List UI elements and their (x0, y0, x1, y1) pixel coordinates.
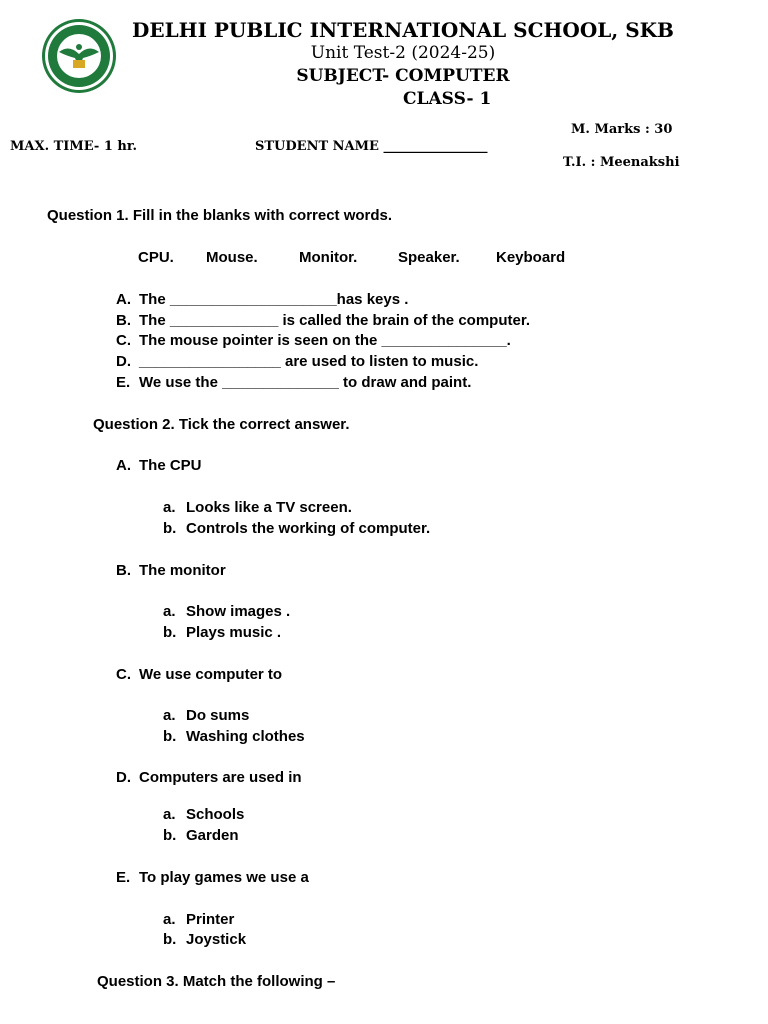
mcq-option: Do sums (186, 707, 250, 724)
option-marker: b. (163, 520, 177, 537)
list-marker: A. (116, 291, 131, 308)
school-name: DELHI PUBLIC INTERNATIONAL SCHOOL, SKB (132, 18, 674, 42)
list-item: The ____________________has keys . (139, 291, 409, 308)
question-1-heading: Question 1. Fill in the blanks with correct words. (47, 207, 393, 224)
mcq-question: The monitor (139, 562, 226, 579)
mcq-option: Washing clothes (186, 728, 305, 745)
class-label: CLASS- 1 (403, 89, 492, 109)
mcq-question: To play games we use a (139, 869, 309, 886)
mcq-option: Show images . (186, 603, 291, 620)
mcq-option: Looks like a TV screen. (186, 499, 352, 516)
option-marker: b. (163, 827, 177, 844)
list-marker: A. (116, 457, 131, 474)
mcq-option: Schools (186, 806, 245, 823)
max-marks: M. Marks : 30 (571, 122, 673, 137)
mcq-question: The CPU (139, 457, 202, 474)
option-marker: a. (163, 603, 176, 620)
option-marker: a. (163, 707, 176, 724)
list-marker: E. (116, 869, 131, 886)
list-item: The _____________ is called the brain of the computer. (139, 312, 531, 329)
list-marker: C. (116, 666, 131, 683)
word-bank-item: Mouse. (206, 249, 258, 266)
mcq-option: Plays music . (186, 624, 282, 641)
list-marker: D. (116, 353, 131, 370)
word-bank-item: Keyboard (496, 249, 566, 266)
option-marker: b. (163, 728, 177, 745)
mcq-option: Controls the working of computer. (186, 520, 431, 537)
list-marker: E. (116, 374, 131, 391)
mcq-option: Garden (186, 827, 239, 844)
word-bank-item: Monitor. (299, 249, 358, 266)
student-name-field: STUDENT NAME ________________ (255, 139, 488, 154)
word-bank-item: CPU. (138, 249, 174, 266)
list-item: _________________ are used to listen to music. (139, 353, 479, 370)
list-item: We use the ______________ to draw and paint. (139, 374, 472, 391)
mcq-question: We use computer to (139, 666, 283, 683)
list-marker: C. (116, 332, 131, 349)
teacher-name: T.I. : Meenakshi (563, 155, 680, 170)
question-3-heading: Question 3. Match the following – (97, 973, 336, 990)
list-marker: B. (116, 562, 131, 579)
mcq-question: Computers are used in (139, 769, 302, 786)
option-marker: a. (163, 499, 176, 516)
list-marker: D. (116, 769, 131, 786)
subject: SUBJECT- COMPUTER (296, 66, 510, 86)
option-marker: a. (163, 911, 176, 928)
word-bank-item: Speaker. (398, 249, 460, 266)
option-marker: b. (163, 624, 177, 641)
list-marker: B. (116, 312, 131, 329)
mcq-option: Joystick (186, 931, 247, 948)
question-2-heading: Question 2. Tick the correct answer. (93, 416, 350, 433)
mcq-option: Printer (186, 911, 235, 928)
list-item: The mouse pointer is seen on the _______________. (139, 332, 511, 349)
max-time: MAX. TIME- 1 hr. (10, 139, 138, 154)
option-marker: a. (163, 806, 176, 823)
test-name: Unit Test-2 (2024-25) (310, 43, 496, 63)
option-marker: b. (163, 931, 177, 948)
